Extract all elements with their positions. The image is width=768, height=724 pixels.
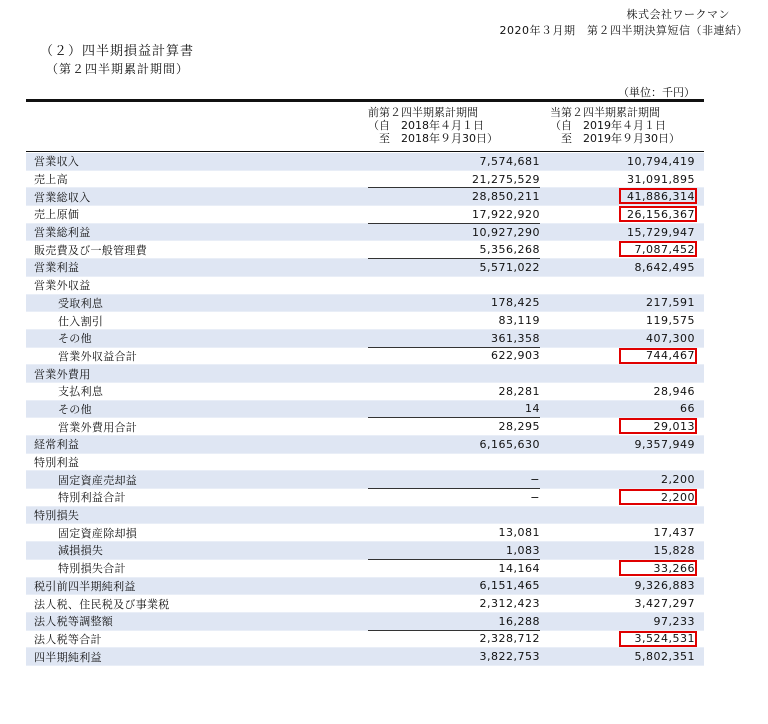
curr-value: 3,427,297 [634,597,695,611]
row-label: 営業外収益合計 [58,349,138,363]
prev-value: 5,356,268 [479,243,540,257]
curr-value: 17,437 [653,526,695,540]
table-row [26,241,704,259]
curr-value: 8,642,495 [634,260,695,274]
curr-value: 9,326,883 [634,579,695,593]
row-label: 特別利益 [34,456,80,470]
section-subtitle: （第２四半期累計期間） [46,62,190,76]
row-label: 減損損失 [58,544,104,558]
row-label: 営業外収益 [34,279,91,293]
table-row [26,224,704,242]
curr-value: 2,200 [661,473,695,487]
row-label: その他 [58,402,92,416]
table-row [26,206,704,224]
curr-value: 10,794,419 [627,154,695,168]
row-label: 受取利息 [58,296,104,310]
prev-value: 17,922,920 [472,207,540,221]
section-title: （２）四半期損益計算書 [40,44,195,59]
row-label: 営業総利益 [34,226,91,240]
row-label: 固定資産除却損 [58,526,138,540]
header-bottom-rule [26,151,704,152]
income-statement-table [26,153,704,666]
unit-label: （単位：千円） [618,86,695,99]
row-label: 営業外費用 [34,367,91,381]
prev-value: 14 [525,402,540,416]
table-row [26,489,704,507]
row-label: 営業総収入 [34,190,91,204]
row-label: 売上高 [34,173,68,187]
prev-value: − [530,490,540,504]
prev-value: 13,081 [498,526,540,540]
prev-value: 28,850,211 [472,190,540,204]
report-period-title: 2020年３月期 第２四半期決算短信（非連結） [499,24,748,37]
row-label: 販売費及び一般管理費 [34,243,147,257]
curr-value: 9,357,949 [634,437,695,451]
table-row [26,542,704,560]
prev-value: 2,312,423 [479,597,540,611]
prev-value: 178,425 [491,296,540,310]
row-label: 特別損失合計 [58,562,126,576]
curr-value: 15,828 [653,543,695,557]
table-row [26,383,704,401]
row-label: 法人税等調整額 [34,615,114,629]
curr-value: 31,091,895 [627,172,695,186]
curr-value: 119,575 [646,314,695,328]
row-label: 営業外費用合計 [58,420,138,434]
table-row [26,471,704,489]
prev-value: 361,358 [491,331,540,345]
row-label: 法人税、住民税及び事業税 [34,597,170,611]
table-row [26,171,704,189]
prev-value: 28,295 [498,420,540,434]
table-row [26,365,704,383]
prev-value: 7,574,681 [479,154,540,168]
prev-value: 6,151,465 [479,579,540,593]
table-row [26,188,704,206]
row-label: 売上原価 [34,208,80,222]
prev-value: 21,275,529 [472,172,540,186]
table-row [26,613,704,631]
prev-value: 622,903 [491,349,540,363]
prev-value: 1,083 [506,543,540,557]
table-row [26,436,704,454]
table-row [26,595,704,613]
curr-value: 407,300 [646,331,695,345]
table-row [26,153,704,171]
table-row [26,507,704,525]
prev-value: 3,822,753 [479,650,540,664]
table-row [26,578,704,596]
table-row [26,560,704,578]
table-row [26,277,704,295]
table-row [26,259,704,277]
prev-value: 2,328,712 [479,632,540,646]
prev-value: 83,119 [498,314,540,328]
column-header-current: 当第２四半期累計期間 （自 2019年４月１日 至 2019年９月30日） [550,106,680,145]
curr-value: 5,802,351 [634,650,695,664]
prev-value: 6,165,630 [479,437,540,451]
highlight-box [619,489,697,505]
highlight-box [619,348,697,364]
row-label: 法人税等合計 [34,632,102,646]
table-row [26,348,704,366]
row-label: 営業収入 [34,155,80,169]
row-label: 特別利益合計 [58,491,126,505]
table-row [26,401,704,419]
curr-value: 2,200 [661,490,695,504]
prev-value: 10,927,290 [472,225,540,239]
table-row [26,524,704,542]
prev-value: 14,164 [498,561,540,575]
prev-value: 28,281 [498,384,540,398]
row-label: 仕入割引 [58,314,104,328]
row-label: 税引前四半期純利益 [34,579,136,593]
column-header-previous: 前第２四半期累計期間 （自 2018年４月１日 至 2018年９月30日） [368,106,498,145]
curr-value: 28,946 [653,384,695,398]
table-row [26,418,704,436]
highlight-box [619,188,697,204]
curr-value: 33,266 [653,561,695,575]
row-label: 四半期純利益 [34,650,102,664]
row-label: 特別損失 [34,509,80,523]
row-label: 支払利息 [58,385,104,399]
table-row [26,312,704,330]
row-label: 経常利益 [34,438,80,452]
table-row [26,330,704,348]
highlight-box [619,560,697,576]
row-label: その他 [58,332,92,346]
curr-value: 26,156,367 [627,207,695,221]
curr-value: 97,233 [653,614,695,628]
company-name: 株式会社ワークマン [626,8,730,21]
prev-value: 16,288 [498,614,540,628]
curr-value: 66 [680,402,695,416]
curr-value: 744,467 [646,349,695,363]
table-row [26,631,704,649]
highlight-box [619,206,697,222]
curr-value: 217,591 [646,296,695,310]
curr-value: 41,886,314 [627,190,695,204]
curr-value: 29,013 [653,420,695,434]
highlight-box [619,418,697,434]
row-label: 営業利益 [34,261,80,275]
curr-value: 3,524,531 [634,632,695,646]
curr-value: 15,729,947 [627,225,695,239]
highlight-box [619,241,697,257]
curr-value: 7,087,452 [634,243,695,257]
prev-value: − [530,473,540,487]
row-label: 固定資産売却益 [58,473,138,487]
header-top-rule [26,99,704,102]
prev-value: 5,571,022 [479,260,540,274]
highlight-box [619,631,697,647]
table-row [26,454,704,472]
table-row [26,648,704,666]
table-row [26,295,704,313]
